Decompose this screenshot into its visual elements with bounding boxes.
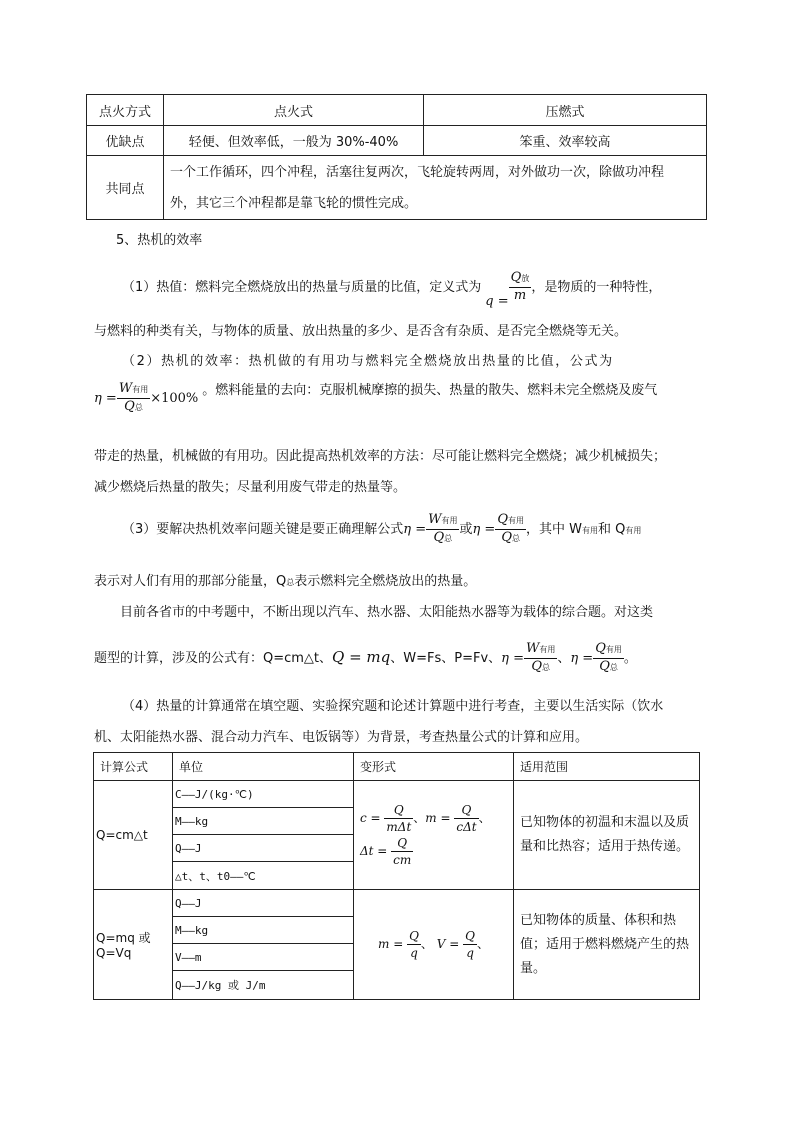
variant-cell xyxy=(354,890,514,1000)
sub: 总 xyxy=(286,578,295,587)
formula xyxy=(501,641,557,674)
formula-cell: Q=cm△t xyxy=(94,781,173,890)
header-cell: 适用范围 xyxy=(514,753,700,781)
eta: η = xyxy=(472,522,496,537)
formula-q-mq: Q = mq xyxy=(332,648,391,666)
common-line: 一个工作循环，四个冲程，活塞往复两次，飞轮旋转两周，对外做功一次，除做功冲程 xyxy=(170,164,665,180)
fraction xyxy=(509,270,532,304)
num: W xyxy=(428,512,442,527)
engine-comparison-table xyxy=(86,94,707,220)
variant-formulas: m = $\frac{Q}{q}$ 、 V = $\frac{Q}{q}$ 、 xyxy=(378,929,489,960)
text: （3）要解决热机效率问题关键是要正确理解公式 xyxy=(122,522,404,537)
unit-cell: M——kg xyxy=(173,917,354,944)
unit-cell: V——m xyxy=(173,944,354,971)
heat-value-formula xyxy=(485,270,531,309)
den: m xyxy=(513,288,527,303)
den: Q xyxy=(433,530,445,545)
num: Q xyxy=(595,641,606,656)
efficiency-formula-line xyxy=(94,381,700,416)
unit-cell: Q——J xyxy=(173,890,354,917)
fraction xyxy=(495,512,526,547)
unit-cell: △t、t、t0——℃ xyxy=(173,862,354,890)
common-line: 外，其它三个冲程都是靠飞轮的惯性完成。 xyxy=(170,195,418,211)
para-line xyxy=(94,572,700,593)
text: 题型的计算，涉及的公式有：Q=cm△t、 xyxy=(94,651,333,666)
formula-list-line xyxy=(94,641,700,676)
sub: 有用 xyxy=(441,516,458,525)
eta: η = xyxy=(570,651,594,666)
unit-cell: M——kg xyxy=(173,808,354,835)
efficiency-formula xyxy=(94,381,199,414)
text: 表示对人们有用的那部分能量，Q xyxy=(94,574,287,589)
sub: 有用 xyxy=(132,385,149,394)
fraction xyxy=(426,512,459,547)
num: W xyxy=(118,381,133,396)
table1-cell: 优缺点 xyxy=(87,126,164,156)
table1-cell: 共同点 xyxy=(87,156,164,220)
text: ，其中 W xyxy=(526,522,582,537)
sub: 有用 xyxy=(625,526,642,535)
section-heading: 5、热机的效率 xyxy=(116,233,203,248)
text: ，是物质的一种特性， xyxy=(531,280,662,295)
formula-cell: Q=mq 或 Q=Vq xyxy=(94,890,173,1000)
variant-formulas: c = $\frac{Q}{\text{mΔt}}$ 、m = $\frac{Q}{\text{cΔt}}$ 、 Δt = $\frac{Q}{cm}$ xyxy=(360,803,491,867)
text: 、 xyxy=(557,651,571,666)
text: 或 xyxy=(459,522,473,537)
den: Q xyxy=(124,399,135,414)
variant-cell xyxy=(354,781,514,890)
table1-cell: 轻便、但效率低，一般为 30%-40% xyxy=(164,126,424,156)
times: ×100% xyxy=(150,391,199,406)
formula xyxy=(570,641,624,674)
para-heat-value xyxy=(122,262,728,309)
text: 和 Q xyxy=(598,522,626,537)
para-key-formula xyxy=(122,512,728,547)
table1-cell: 压燃式 xyxy=(424,95,707,126)
table1-cell: 笨重、效率较高 xyxy=(424,126,707,156)
fraction xyxy=(593,641,624,676)
text: （1）热值：燃料完全燃烧放出的热量与质量的比值，定义式为 xyxy=(122,280,482,295)
eta: η = xyxy=(94,391,117,406)
para-line: 减少燃烧后热量的散失；尽量利用废气带走的热量等。 xyxy=(94,480,407,495)
num: Q xyxy=(497,512,508,527)
sub: 有用 xyxy=(539,645,556,654)
eta: η = xyxy=(403,522,427,537)
fraction xyxy=(524,641,557,676)
sub: 总 xyxy=(444,534,453,543)
den: Q xyxy=(531,659,543,674)
formula xyxy=(403,512,459,545)
sub: 总 xyxy=(609,663,618,672)
para-line: 目前各省市的中考题中，不断出现以汽车、热水器、太阳能热水器等为载体的综合题。对这类 xyxy=(120,605,654,620)
para-line: 机、太阳能热水器、混合动力汽车、电饭锅等）为背景，考查热量公式的计算和应用。 xyxy=(94,730,589,745)
scope-cell: 已知物体的质量、体积和热值；适用于燃料燃烧产生的热量。 xyxy=(514,890,700,1000)
para-line: 带走的热量，机械做的有用功。因此提高热机效率的方法：尽可能让燃料完全燃烧；减少机械损失； xyxy=(94,449,667,464)
header-cell: 变形式 xyxy=(354,753,514,781)
table1-cell: 点火式 xyxy=(164,95,424,126)
eta: η = xyxy=(501,651,524,666)
num: W xyxy=(526,641,540,656)
num: Q xyxy=(510,270,522,285)
sub: 总 xyxy=(134,403,143,412)
den: Q xyxy=(501,530,512,545)
heat-formula-table xyxy=(93,752,700,1000)
header-cell: 单位 xyxy=(173,753,354,781)
unit-cell: C——J/(kg·℃) xyxy=(173,781,354,808)
para-line: 与燃料的种类有关，与物体的质量、放出热量的多少、是否含有杂质、是否完全燃烧等无关。 xyxy=(94,324,628,339)
text: 。燃料能量的去向：克服机械摩擦的损失、热量的散失、燃料未完全燃烧及废气 xyxy=(202,383,658,398)
scope-cell: 已知物体的初温和末温以及质量和比热容；适用于热传递。 xyxy=(514,781,700,890)
table1-common-cell xyxy=(164,156,707,220)
sub: 有用 xyxy=(508,516,524,525)
formula xyxy=(472,512,527,545)
sub: 有用 xyxy=(582,526,598,535)
table1-cell: 点火方式 xyxy=(87,95,164,126)
sub: 有用 xyxy=(605,645,622,654)
para-efficiency: （2）热机的效率：热机做的有用功与燃料完全燃烧放出热量的比值，公式为 xyxy=(122,354,614,369)
text: 、W=Fs、P=Fv、 xyxy=(390,651,502,666)
text: 表示燃料完全燃烧放出的热量。 xyxy=(294,574,477,589)
unit-cell: Q——J xyxy=(173,835,354,862)
fraction xyxy=(117,381,150,416)
formula-lhs: q = xyxy=(485,294,509,309)
sub: 总 xyxy=(542,663,551,672)
unit-cell: Q——J/kg 或 J/m xyxy=(173,971,354,1000)
para-line: （4）热量的计算通常在填空题、实验探究题和论述计算题中进行考查，主要以生活实际（饮水 xyxy=(122,699,664,714)
header-cell: 计算公式 xyxy=(94,753,173,781)
den: Q xyxy=(599,659,610,674)
sub: 总 xyxy=(512,534,520,543)
sub: 放 xyxy=(521,274,530,283)
text: 。 xyxy=(623,651,637,666)
